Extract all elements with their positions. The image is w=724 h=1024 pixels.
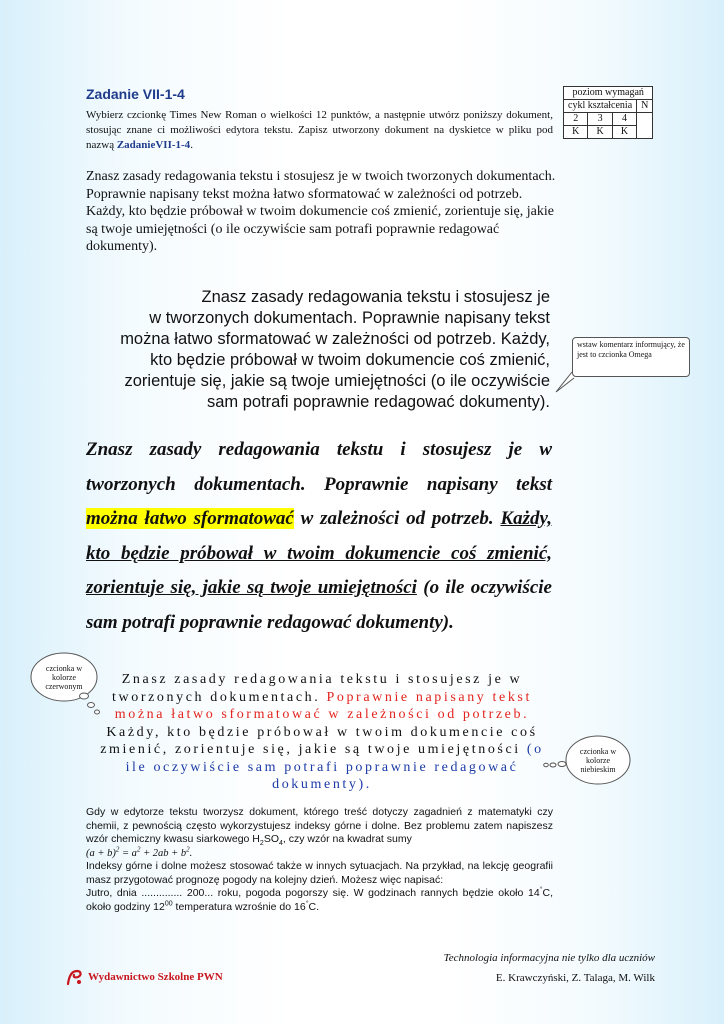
indices-paragraph-2: Indeksy górne i dolne możesz stosować także w innych sytuacjach. Na przykład, na lekcję geografii masz przygotować prognozę pogody na kolejny dzień. Możesz więc napisać:	[86, 860, 553, 886]
publisher	[66, 968, 223, 986]
text: C.	[308, 900, 319, 913]
text: Jutro, dnia .............. 200... roku, pogoda pogorszy się. W godzinach rannych będzie około 14	[86, 887, 540, 899]
text: Gdy w edytorze tekstu tworzysz dokument, którego treść dotyczy zagadnień z matematyki czy chemii, z pewnością często wykorzystujesz indeksy górne i dolne. Bez problemu zatem napiszesz wzór chemiczny kwasu siarkowego H	[86, 806, 553, 845]
footer-authors: E. Krawczyński, Z. Talaga, M. Wilk	[495, 972, 655, 984]
para3-text: (o ile oczywiście sam potrafi poprawnie redagować dokumenty).	[86, 577, 552, 633]
task-title: Zadanie VII-1-4	[86, 86, 185, 102]
superscript: 2	[136, 845, 141, 853]
highlighted-text: można łatwo sformatować	[86, 508, 294, 529]
formula	[86, 847, 553, 861]
publisher-name: Wydawnictwo Szkolne PWN	[88, 971, 223, 983]
text: (a + b)	[86, 847, 116, 859]
task-instructions	[86, 108, 553, 153]
footer-book-title: Technologia informacyjna nie tylko dla uczniów	[443, 952, 655, 964]
req-header: poziom wymagań	[564, 87, 653, 100]
para4-red: Poprawnie napisany tekst można łatwo sformatować w zależności od potrzeb.	[114, 689, 532, 722]
text: SO	[263, 833, 279, 845]
para3-text: Znasz zasady redagowania tekstu i stosujesz je w tworzonych dokumentach. Poprawnie napisany tekst	[86, 439, 552, 495]
text: = a	[119, 847, 137, 859]
req-mark: K	[564, 126, 588, 139]
subscript: 4	[278, 840, 283, 848]
degree: °	[539, 886, 543, 894]
para4-black: Każdy, kto będzie próbował w twoim dokumencie coś zmienić, zorientuje się, jakie są twoje umiejętności	[100, 724, 538, 757]
indices-section	[86, 806, 553, 914]
intro-text: Wybierz czcionkę Times New Roman o wielkości 12 punktów, a następnie utwórz poniższy dokument, stosując znane ci możliwości edytora tekstu. Zapisz utworzony dokument na dyskietce w pliku pod nazwą	[86, 109, 553, 151]
callout-omega: wstaw komentarz informujący, że jest to czcionka Omega	[572, 337, 690, 377]
paragraph-bold-italic	[86, 433, 552, 640]
cloud-blue-label: czcionka w kolorze niebieskim	[579, 747, 617, 774]
filename: ZadanieVII-1-4	[116, 139, 191, 151]
para2-line: sam potrafi poprawnie redagować dokumenty).	[206, 393, 550, 411]
para2-line: w tworzonych dokumentach. Poprawnie napisany tekst	[149, 309, 550, 327]
subscript: 2	[259, 840, 264, 848]
degree: °	[305, 900, 309, 907]
paragraph-spaced-colored	[92, 671, 552, 794]
para4-blue: (o ile oczywiście sam potrafi poprawnie redagować dokumenty).	[125, 742, 544, 792]
req-empty	[637, 113, 653, 139]
req-cycle-label: cykl kształcenia	[564, 100, 637, 113]
para2-line: zorientuje się, jakie są twoje umiejętności (o ile oczywiście	[124, 372, 550, 390]
paragraph-arial-right	[92, 287, 550, 413]
text: , czy wzór na kwadrat sumy	[282, 833, 412, 845]
text: C, około godziny 12	[86, 887, 553, 913]
paragraph-times: Znasz zasady redagowania tekstu i stosujesz je w twoich tworzonych dokumentach. Poprawnie napisany tekst można łatwo sformatować w zależności od potrzeb. Każdy, kto będzie próbował w twoim dokumencie coś zmienić, zorientuje się, jakie są twoje umiejętności (o ile oczywiście sam potrafi poprawnie redagować dokumenty).	[86, 169, 556, 255]
intro-end: .	[190, 139, 193, 151]
publisher-logo-icon	[66, 968, 84, 986]
req-mark: K	[612, 126, 636, 139]
text: temperatura wzrośnie do 16	[172, 900, 306, 913]
para4-black: Znasz zasady redagowania tekstu i stosujesz je w tworzonych dokumentach.	[112, 672, 523, 705]
indices-paragraph-3	[86, 887, 553, 914]
superscript: 2	[186, 845, 190, 853]
para2-line: Znasz zasady redagowania tekstu i stosujesz je	[201, 288, 550, 306]
text: .	[189, 847, 193, 859]
superscript: 2	[115, 845, 120, 853]
req-level: 2	[564, 113, 588, 126]
cloud-red-label: czcionka w kolorze czerwonym	[45, 664, 83, 691]
para3-text: w zależności od potrzeb.	[293, 508, 501, 529]
req-level: 3	[588, 113, 612, 126]
requirements-table	[563, 86, 653, 139]
req-n: N	[637, 100, 653, 113]
req-level: 4	[612, 113, 636, 126]
req-mark: K	[588, 126, 612, 139]
superscript: 00	[164, 900, 173, 907]
text: + 2ab + b	[140, 847, 187, 859]
indices-paragraph-1	[86, 806, 553, 847]
underlined-text: Każdy, kto będzie próbował w twoim dokumencie coś zmienić, zorientuje się, jakie są twoje umiejętności	[86, 508, 552, 598]
callout-pointer	[556, 372, 574, 392]
para2-line: można łatwo sformatować w zależności od potrzeb. Każdy,	[120, 330, 550, 348]
para2-line: kto będzie próbował w twoim dokumencie coś zmienić,	[150, 351, 550, 369]
